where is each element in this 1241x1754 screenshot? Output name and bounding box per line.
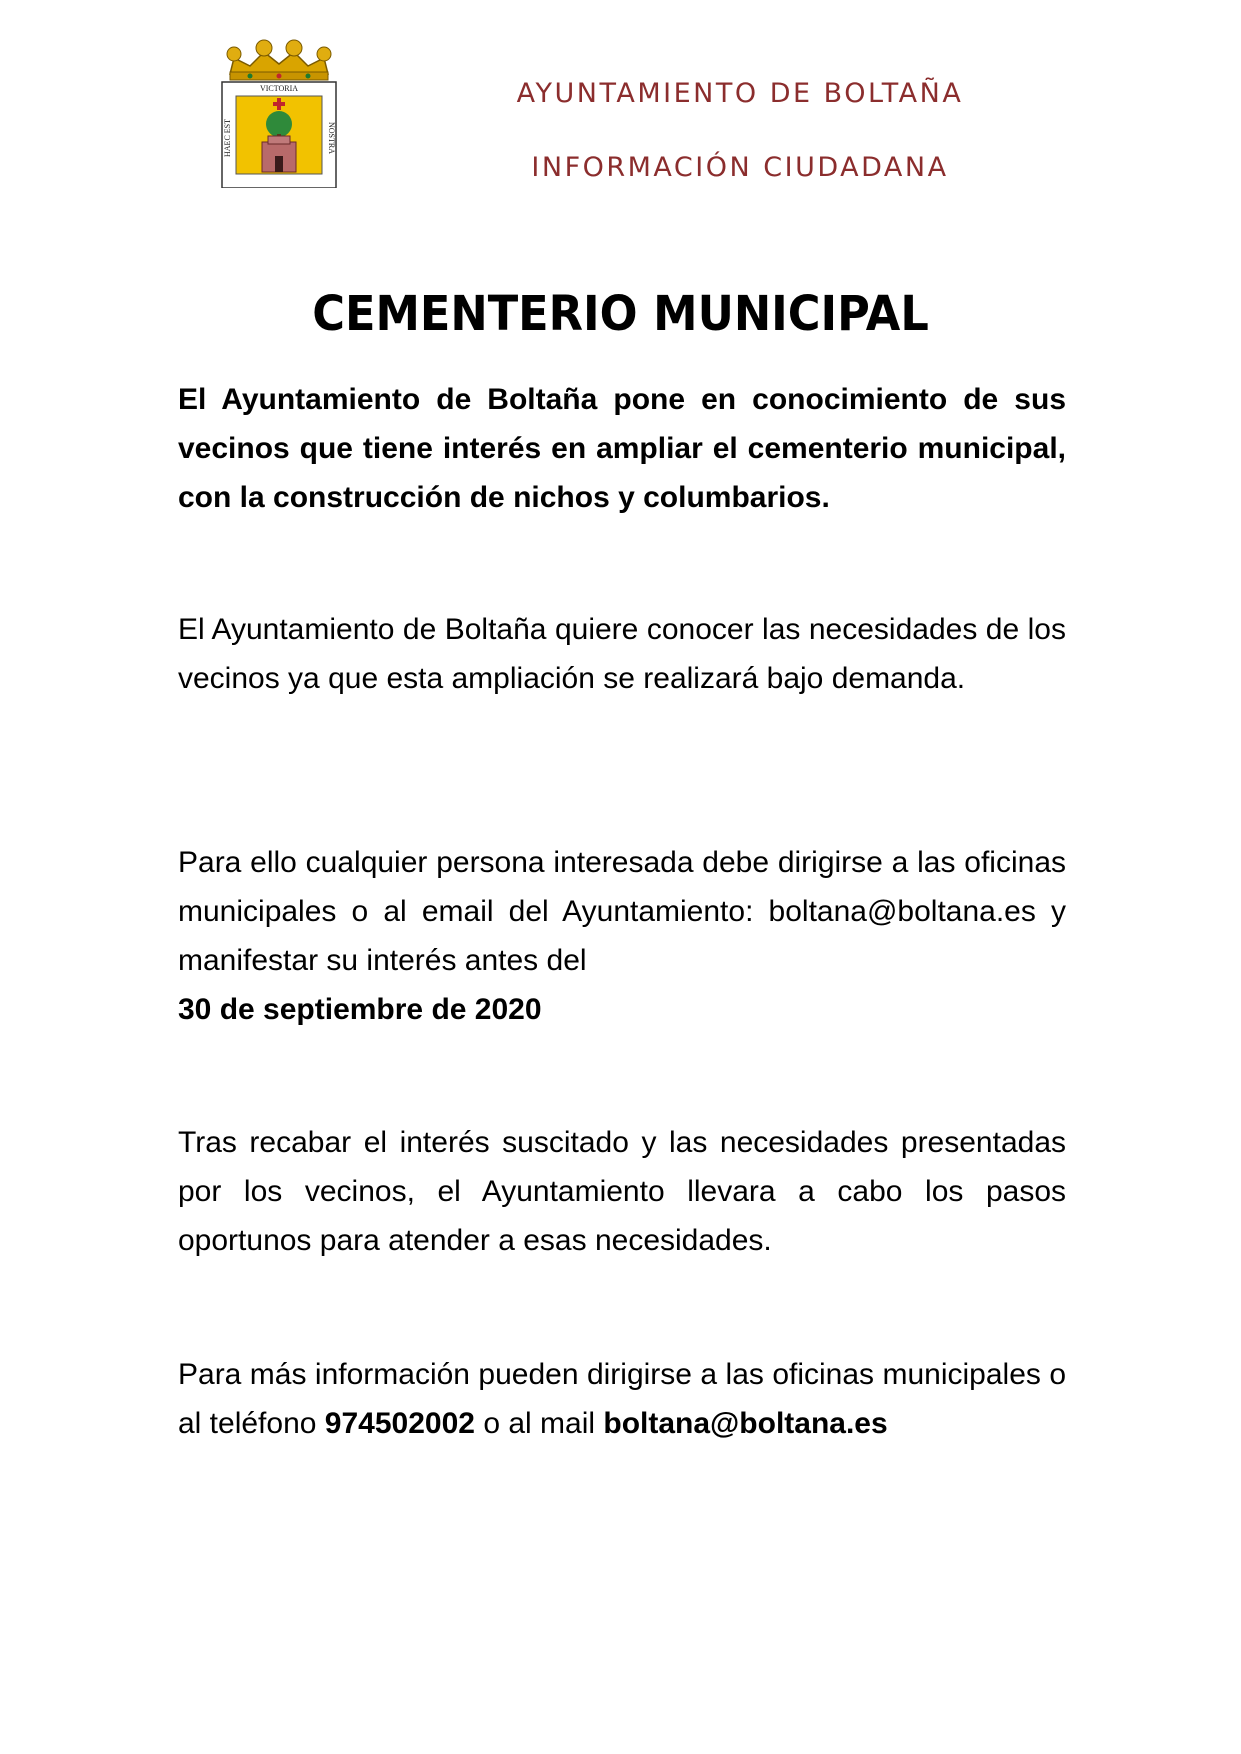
crest-motto-left: HAEC EST bbox=[223, 119, 232, 157]
paragraph-contact bbox=[178, 1350, 1066, 1448]
contact-phone: 974502002 bbox=[324, 1407, 475, 1440]
paragraph-instructions bbox=[178, 838, 1066, 1034]
contact-email: boltana@boltana.es bbox=[603, 1407, 888, 1440]
paragraph-next-steps: Tras recabar el interés suscitado y las necesidades presentadas por los vecinos, el Ayuntamiento llevara a cabo los pasos oportunos para atender a esas necesidades. bbox=[178, 1126, 1066, 1257]
deadline-date: 30 de septiembre de 2020 bbox=[178, 993, 542, 1026]
page-title: CEMENTERIO MUNICIPAL bbox=[312, 286, 929, 342]
header-org-name: AYUNTAMIENTO DE BOLTAÑA bbox=[516, 78, 964, 109]
crown bbox=[227, 40, 331, 80]
paragraph-announcement: El Ayuntamiento de Boltaña pone en conocimiento de sus vecinos que tiene interés en ampliar el cementerio municipal, con la construcción de nichos y columbarios. bbox=[178, 383, 1066, 514]
crest-motto-top: VICTORIA bbox=[259, 84, 299, 93]
paragraph-purpose: El Ayuntamiento de Boltaña quiere conocer las necesidades de los vecinos ya que esta ampliación se realizará bajo demanda. bbox=[178, 613, 1066, 695]
header-subtitle: INFORMACIÓN CIUDADANA bbox=[531, 152, 949, 183]
instructions-text: Para ello cualquier persona interesada debe dirigirse a las oficinas municipales o al email del Ayuntamiento: boltana@boltana.es y manifestar su interés antes del bbox=[178, 846, 1066, 977]
coat-of-arms-icon bbox=[220, 38, 338, 188]
crest-motto-right: NOSTRA bbox=[327, 121, 336, 155]
contact-text: Para más información pueden dirigirse a las oficinas municipales o al teléfono bbox=[178, 1358, 1066, 1440]
contact-text-2: o al mail bbox=[483, 1407, 596, 1440]
